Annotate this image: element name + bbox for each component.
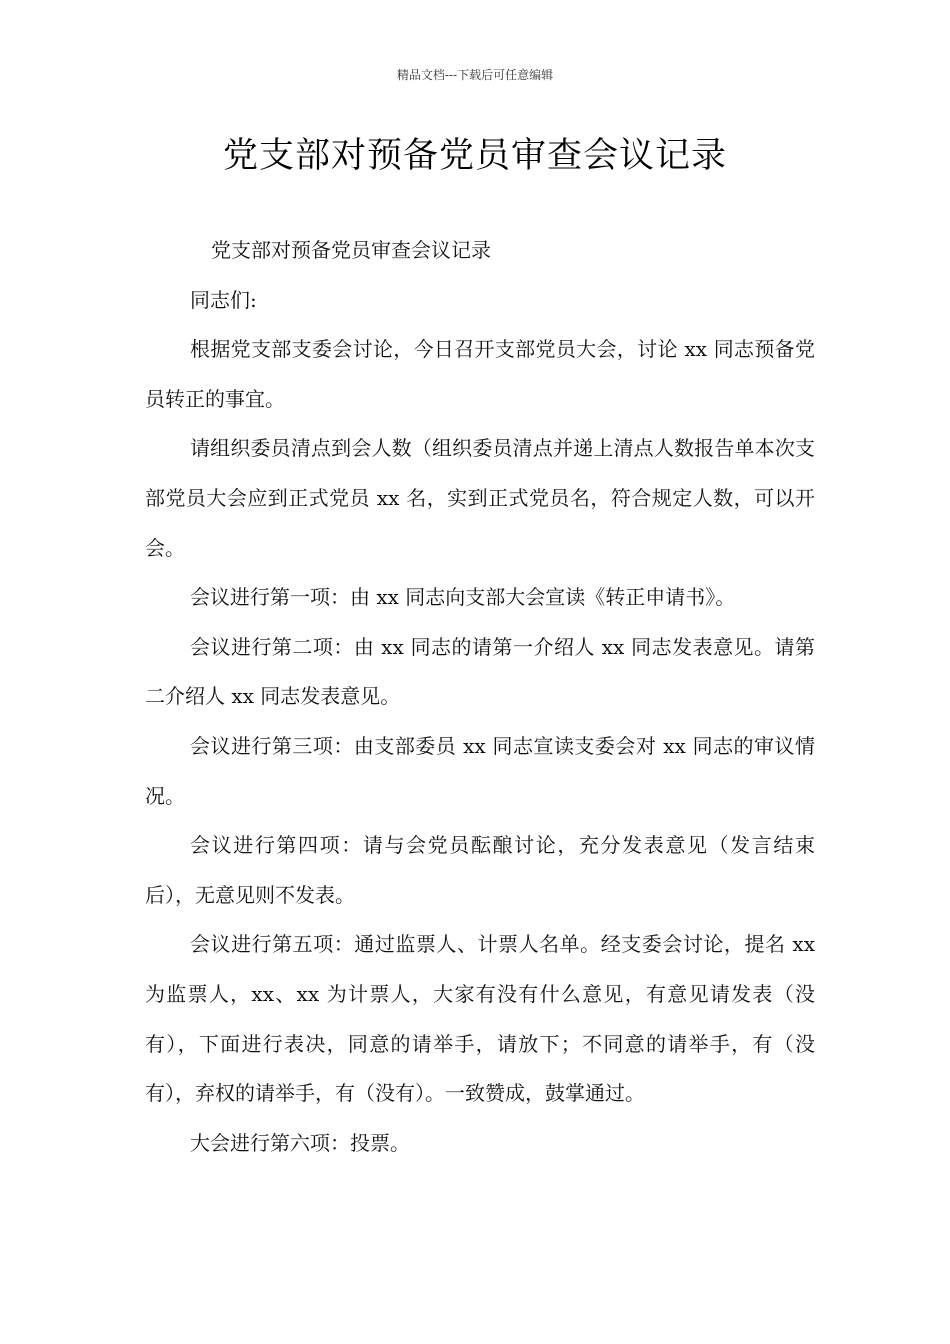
paragraph: 大会进行第六项：投票。	[190, 1130, 410, 1155]
document-title: 党支部对预备党员审查会议记录	[222, 136, 727, 176]
paragraph: 会议进行第一项：由 xx 同志向支部大会宣读《转正申请书》。	[190, 585, 736, 610]
paragraph: 会议进行第三项：由支部委员 xx 同志宣读支委会对 xx 同志的审议情况。	[145, 733, 815, 808]
paragraph-greeting: 同志们:	[190, 287, 257, 312]
paragraph: 根据党支部支委会讨论，今日召开支部党员大会，讨论 xx 同志预备党员转正的事宜。	[145, 337, 815, 411]
paragraph: 请组织委员清点到会人数（组织委员清点并递上清点人数报告单本次支部党员大会应到正式党员 xx 名，实到正式党员名，符合规定人数，可以开会。	[145, 436, 815, 560]
paragraph: 会议进行第二项：由 xx 同志的请第一介绍人 xx 同志发表意见。请第二介绍人 xx 同志发表意见。	[145, 634, 815, 709]
paragraph-subtitle: 党支部对预备党员审查会议记录	[211, 238, 491, 262]
paragraph: 会议进行第五项：通过监票人、计票人名单。经支委会讨论，提名 xx 为监票人，xx、xx 为计票人，大家有没有什么意见，有意见请发表（没有），下面进行表决，同意的请举手，请放下；不同意的请举手，有（没有），弃权的请举手，有（没有）。一致赞成，鼓掌通过。	[145, 932, 815, 1106]
header-note: 精品文档---下载后可任意编辑	[396, 68, 554, 82]
document-body	[145, 226, 815, 1168]
paragraph: 会议进行第四项：请与会党员酝酿讨论，充分发表意见（发言结束后），无意见则不发表。	[145, 833, 815, 907]
